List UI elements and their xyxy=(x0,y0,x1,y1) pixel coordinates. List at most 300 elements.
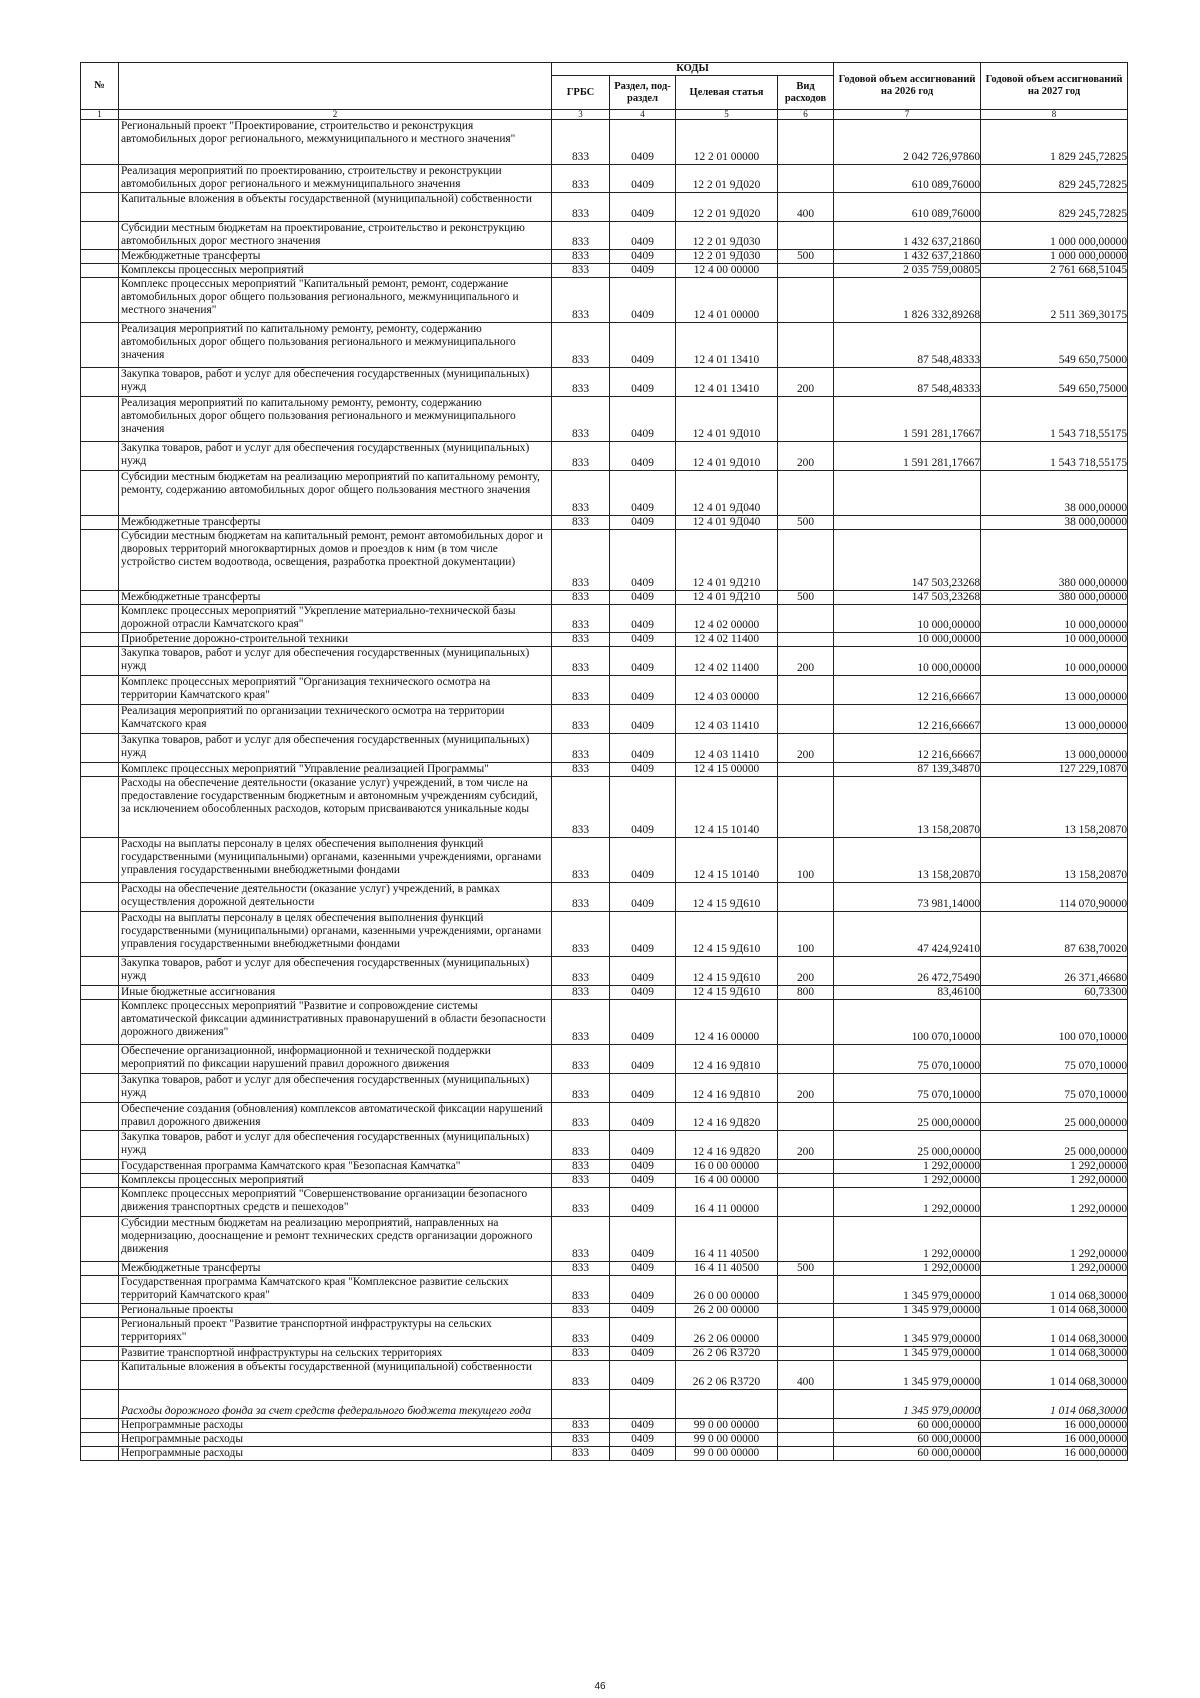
table-row xyxy=(81,1318,1128,1347)
cell-num xyxy=(81,1188,119,1217)
cell-csr: 12 4 15 9Д610 xyxy=(676,883,778,912)
cell-csr: 12 4 02 11400 xyxy=(676,647,778,676)
cell-vr xyxy=(778,120,834,165)
cell-grbs: 833 xyxy=(552,1276,610,1304)
cell-vr: 800 xyxy=(778,986,834,1000)
cell-csr: 12 4 15 10140 xyxy=(676,838,778,883)
cell-vr: 500 xyxy=(778,1262,834,1276)
cell-razdel: 0409 xyxy=(610,676,676,705)
cell-razdel: 0409 xyxy=(610,1045,676,1074)
column-index: 4 xyxy=(610,110,676,120)
cell-2026: 73 981,14000 xyxy=(834,883,981,912)
column-index: 7 xyxy=(834,110,981,120)
cell-csr: 12 4 01 9Д040 xyxy=(676,516,778,530)
table-row xyxy=(81,605,1128,633)
cell-razdel: 0409 xyxy=(610,734,676,763)
cell-2026: 610 089,76000 xyxy=(834,193,981,222)
cell-2027: 1 543 718,55175 xyxy=(981,397,1128,442)
cell-csr xyxy=(676,1390,778,1419)
cell-num xyxy=(81,278,119,323)
cell-csr: 12 4 15 9Д610 xyxy=(676,912,778,957)
cell-vr xyxy=(778,1160,834,1174)
cell-csr: 12 4 02 00000 xyxy=(676,605,778,633)
cell-2027: 127 229,10870 xyxy=(981,763,1128,777)
cell-num xyxy=(81,516,119,530)
cell-grbs: 833 xyxy=(552,1160,610,1174)
cell-name: Комплекс процессных мероприятий "Укрепление материально-технической базы дорожной отрасли Камчатского края" xyxy=(119,605,552,633)
cell-2027: 13 000,00000 xyxy=(981,734,1128,763)
cell-name: Субсидии местным бюджетам на проектирование, строительство и реконструкцию автомобильных дорог местного значения xyxy=(119,222,552,250)
cell-name: Реализация мероприятий по организации технического осмотра на территории Камчатского края xyxy=(119,705,552,734)
cell-2027: 16 000,00000 xyxy=(981,1433,1128,1447)
cell-grbs: 833 xyxy=(552,368,610,397)
table-row xyxy=(81,1045,1128,1074)
cell-razdel: 0409 xyxy=(610,1318,676,1347)
cell-2026: 1 345 979,00000 xyxy=(834,1318,981,1347)
cell-vr: 200 xyxy=(778,368,834,397)
table-row xyxy=(81,1174,1128,1188)
cell-vr: 200 xyxy=(778,1074,834,1103)
cell-2026: 10 000,00000 xyxy=(834,633,981,647)
cell-num xyxy=(81,442,119,471)
cell-razdel: 0409 xyxy=(610,530,676,591)
cell-num xyxy=(81,1160,119,1174)
cell-csr: 12 4 15 00000 xyxy=(676,763,778,777)
cell-num xyxy=(81,1217,119,1262)
cell-vr xyxy=(778,1045,834,1074)
table-row xyxy=(81,397,1128,442)
cell-razdel: 0409 xyxy=(610,605,676,633)
cell-razdel: 0409 xyxy=(610,1174,676,1188)
cell-name: Капитальные вложения в объекты государственной (муниципальной) собственности xyxy=(119,1361,552,1390)
cell-razdel: 0409 xyxy=(610,1160,676,1174)
cell-2027: 1 829 245,72825 xyxy=(981,120,1128,165)
cell-grbs: 833 xyxy=(552,676,610,705)
cell-2027: 1 292,00000 xyxy=(981,1174,1128,1188)
cell-name: Комплексы процессных мероприятий xyxy=(119,1174,552,1188)
cell-csr: 12 4 16 00000 xyxy=(676,1000,778,1045)
table-row xyxy=(81,1361,1128,1390)
table-row xyxy=(81,1074,1128,1103)
cell-grbs: 833 xyxy=(552,1188,610,1217)
cell-csr: 12 4 15 10140 xyxy=(676,777,778,838)
cell-vr xyxy=(778,530,834,591)
cell-2027: 25 000,00000 xyxy=(981,1131,1128,1160)
cell-csr: 12 4 01 9Д210 xyxy=(676,530,778,591)
cell-csr: 99 0 00 00000 xyxy=(676,1433,778,1447)
cell-2027: 1 000 000,00000 xyxy=(981,222,1128,250)
table-row xyxy=(81,264,1128,278)
cell-razdel: 0409 xyxy=(610,957,676,986)
cell-2026: 1 345 979,00000 xyxy=(834,1390,981,1419)
cell-2027: 829 245,72825 xyxy=(981,193,1128,222)
cell-csr: 16 4 11 40500 xyxy=(676,1262,778,1276)
cell-num xyxy=(81,368,119,397)
table-row xyxy=(81,1160,1128,1174)
cell-grbs: 833 xyxy=(552,120,610,165)
cell-num xyxy=(81,1419,119,1433)
table-row xyxy=(81,530,1128,591)
cell-name: Закупка товаров, работ и услуг для обеспечения государственных (муниципальных) нужд xyxy=(119,734,552,763)
cell-razdel: 0409 xyxy=(610,222,676,250)
cell-num xyxy=(81,193,119,222)
cell-2027: 1 292,00000 xyxy=(981,1262,1128,1276)
column-index-row xyxy=(81,110,1128,120)
cell-vr xyxy=(778,397,834,442)
cell-name: Закупка товаров, работ и услуг для обеспечения государственных (муниципальных) нужд xyxy=(119,647,552,676)
table-row xyxy=(81,1419,1128,1433)
cell-name: Капитальные вложения в объекты государственной (муниципальной) собственности xyxy=(119,193,552,222)
table-row xyxy=(81,1000,1128,1045)
cell-vr xyxy=(778,1276,834,1304)
cell-num xyxy=(81,1131,119,1160)
cell-name: Закупка товаров, работ и услуг для обеспечения государственных (муниципальных) нужд xyxy=(119,957,552,986)
cell-csr: 12 4 01 13410 xyxy=(676,368,778,397)
cell-num xyxy=(81,222,119,250)
cell-2026: 83,46100 xyxy=(834,986,981,1000)
cell-2026: 10 000,00000 xyxy=(834,605,981,633)
cell-name: Комплексы процессных мероприятий xyxy=(119,264,552,278)
cell-razdel: 0409 xyxy=(610,1361,676,1390)
table-row xyxy=(81,763,1128,777)
table-row xyxy=(81,633,1128,647)
table-row xyxy=(81,647,1128,676)
cell-2027: 1 014 068,30000 xyxy=(981,1318,1128,1347)
table-row xyxy=(81,777,1128,838)
cell-grbs xyxy=(552,1390,610,1419)
cell-num xyxy=(81,1103,119,1131)
cell-grbs: 833 xyxy=(552,605,610,633)
cell-grbs: 833 xyxy=(552,530,610,591)
table-row xyxy=(81,1390,1128,1419)
cell-vr xyxy=(778,1318,834,1347)
cell-2026: 12 216,66667 xyxy=(834,705,981,734)
cell-2026: 1 345 979,00000 xyxy=(834,1347,981,1361)
column-index: 2 xyxy=(119,110,552,120)
cell-grbs: 833 xyxy=(552,1262,610,1276)
cell-csr: 12 4 03 00000 xyxy=(676,676,778,705)
cell-razdel: 0409 xyxy=(610,1276,676,1304)
cell-name: Комплекс процессных мероприятий "Капитальный ремонт, ремонт, содержание автомобильных дорог общего пользования регионального, межмуниципального и местного значения" xyxy=(119,278,552,323)
cell-name: Обеспечение создания (обновления) комплексов автоматической фиксации нарушений правил дорожного движения xyxy=(119,1103,552,1131)
cell-vr: 400 xyxy=(778,1361,834,1390)
cell-2026: 147 503,23268 xyxy=(834,591,981,605)
cell-grbs: 833 xyxy=(552,957,610,986)
cell-csr: 12 4 01 13410 xyxy=(676,323,778,368)
cell-csr: 16 0 00 00000 xyxy=(676,1160,778,1174)
cell-grbs: 833 xyxy=(552,165,610,193)
cell-razdel: 0409 xyxy=(610,397,676,442)
cell-name: Субсидии местным бюджетам на реализацию мероприятий, направленных на модернизацию, дооснащение и ремонт технических средств организации дорожного движения xyxy=(119,1217,552,1262)
cell-razdel: 0409 xyxy=(610,278,676,323)
cell-vr: 500 xyxy=(778,250,834,264)
cell-csr: 12 2 01 9Д020 xyxy=(676,165,778,193)
cell-num xyxy=(81,1433,119,1447)
cell-num xyxy=(81,734,119,763)
cell-grbs: 833 xyxy=(552,250,610,264)
cell-name: Реализация мероприятий по капитальному ремонту, ремонту, содержанию автомобильных дорог общего пользования регионального и межмуниципального значения xyxy=(119,397,552,442)
cell-name: Межбюджетные трансферты xyxy=(119,250,552,264)
table-row xyxy=(81,883,1128,912)
header-codes: КОДЫ xyxy=(552,63,834,76)
cell-razdel: 0409 xyxy=(610,323,676,368)
cell-num xyxy=(81,763,119,777)
cell-2027: 13 158,20870 xyxy=(981,777,1128,838)
cell-2026 xyxy=(834,516,981,530)
cell-2026: 1 345 979,00000 xyxy=(834,1276,981,1304)
cell-2027: 1 014 068,30000 xyxy=(981,1347,1128,1361)
cell-num xyxy=(81,120,119,165)
cell-2027: 75 070,10000 xyxy=(981,1045,1128,1074)
table-row xyxy=(81,278,1128,323)
cell-razdel: 0409 xyxy=(610,777,676,838)
cell-vr: 100 xyxy=(778,912,834,957)
cell-2026: 1 591 281,17667 xyxy=(834,397,981,442)
table-row xyxy=(81,1188,1128,1217)
cell-num xyxy=(81,1318,119,1347)
cell-grbs: 833 xyxy=(552,986,610,1000)
cell-vr xyxy=(778,633,834,647)
cell-2026: 87 548,48333 xyxy=(834,323,981,368)
cell-grbs: 833 xyxy=(552,1318,610,1347)
table-row xyxy=(81,222,1128,250)
cell-2026: 10 000,00000 xyxy=(834,647,981,676)
cell-grbs: 833 xyxy=(552,647,610,676)
cell-num xyxy=(81,705,119,734)
cell-name: Расходы на выплаты персоналу в целях обеспечения выполнения функций государственными (муниципальными) органами, казенными учреждениями, органами управления государственными внебюджетными фондами xyxy=(119,912,552,957)
cell-razdel: 0409 xyxy=(610,633,676,647)
cell-num xyxy=(81,250,119,264)
cell-vr xyxy=(778,1188,834,1217)
table-row xyxy=(81,120,1128,165)
cell-num xyxy=(81,777,119,838)
cell-grbs: 833 xyxy=(552,1074,610,1103)
cell-razdel: 0409 xyxy=(610,838,676,883)
cell-2026: 610 089,76000 xyxy=(834,165,981,193)
cell-grbs: 833 xyxy=(552,838,610,883)
cell-razdel: 0409 xyxy=(610,516,676,530)
cell-razdel: 0409 xyxy=(610,763,676,777)
cell-2026: 12 216,66667 xyxy=(834,734,981,763)
cell-name: Государственная программа Камчатского края "Комплексное развитие сельских территорий Камчатского края" xyxy=(119,1276,552,1304)
table-row xyxy=(81,957,1128,986)
cell-2027: 2 761 668,51045 xyxy=(981,264,1128,278)
cell-razdel: 0409 xyxy=(610,986,676,1000)
cell-2026: 1 345 979,00000 xyxy=(834,1361,981,1390)
cell-2026: 1 292,00000 xyxy=(834,1217,981,1262)
cell-name: Развитие транспортной инфраструктуры на сельских территориях xyxy=(119,1347,552,1361)
cell-2026 xyxy=(834,471,981,516)
cell-2027: 25 000,00000 xyxy=(981,1103,1128,1131)
cell-name: Субсидии местным бюджетам на капитальный ремонт, ремонт автомобильных дорог и дворовых территорий многоквартирных домов и проездов к ним (в том числе устройство систем водоотвода, освещения, разработка проектной документации) xyxy=(119,530,552,591)
header-razdel: Раздел, под-раздел xyxy=(610,76,676,110)
cell-csr: 12 4 16 9Д820 xyxy=(676,1131,778,1160)
cell-razdel: 0409 xyxy=(610,1447,676,1461)
cell-num xyxy=(81,1000,119,1045)
cell-vr xyxy=(778,1447,834,1461)
page-number: 46 xyxy=(594,1681,606,1692)
table-row xyxy=(81,368,1128,397)
cell-grbs: 833 xyxy=(552,1304,610,1318)
cell-vr xyxy=(778,1103,834,1131)
cell-2027: 100 070,10000 xyxy=(981,1000,1128,1045)
cell-vr xyxy=(778,1217,834,1262)
cell-csr: 26 2 00 00000 xyxy=(676,1304,778,1318)
cell-2026: 60 000,00000 xyxy=(834,1419,981,1433)
cell-2027: 16 000,00000 xyxy=(981,1447,1128,1461)
cell-num xyxy=(81,165,119,193)
cell-vr xyxy=(778,883,834,912)
cell-csr: 12 4 01 9Д010 xyxy=(676,442,778,471)
cell-vr xyxy=(778,1419,834,1433)
column-index: 8 xyxy=(981,110,1128,120)
cell-2027: 16 000,00000 xyxy=(981,1419,1128,1433)
cell-2026: 87 548,48333 xyxy=(834,368,981,397)
cell-2026: 47 424,92410 xyxy=(834,912,981,957)
table-row xyxy=(81,734,1128,763)
cell-2027: 549 650,75000 xyxy=(981,368,1128,397)
cell-2026: 1 292,00000 xyxy=(834,1160,981,1174)
cell-name: Приобретение дорожно-строительной техники xyxy=(119,633,552,647)
cell-2027: 2 511 369,30175 xyxy=(981,278,1128,323)
column-index: 3 xyxy=(552,110,610,120)
cell-razdel: 0409 xyxy=(610,1433,676,1447)
cell-vr xyxy=(778,705,834,734)
cell-2026: 25 000,00000 xyxy=(834,1131,981,1160)
cell-2026: 75 070,10000 xyxy=(834,1045,981,1074)
table-row xyxy=(81,1103,1128,1131)
cell-razdel: 0409 xyxy=(610,120,676,165)
cell-num xyxy=(81,1174,119,1188)
cell-grbs: 833 xyxy=(552,278,610,323)
cell-2026: 2 042 726,97860 xyxy=(834,120,981,165)
cell-vr xyxy=(778,1433,834,1447)
cell-csr: 12 4 01 9Д040 xyxy=(676,471,778,516)
cell-grbs: 833 xyxy=(552,1361,610,1390)
cell-razdel: 0409 xyxy=(610,705,676,734)
cell-2027: 60,73300 xyxy=(981,986,1128,1000)
cell-grbs: 833 xyxy=(552,442,610,471)
cell-num xyxy=(81,676,119,705)
cell-grbs: 833 xyxy=(552,777,610,838)
table-row xyxy=(81,1347,1128,1361)
cell-num xyxy=(81,957,119,986)
cell-name: Комплекс процессных мероприятий "Организация технического осмотра на территории Камчатского края" xyxy=(119,676,552,705)
cell-razdel: 0409 xyxy=(610,264,676,278)
cell-csr: 99 0 00 00000 xyxy=(676,1419,778,1433)
cell-grbs: 833 xyxy=(552,1103,610,1131)
cell-2026: 1 826 332,89268 xyxy=(834,278,981,323)
column-index: 1 xyxy=(81,110,119,120)
cell-csr: 12 4 01 9Д210 xyxy=(676,591,778,605)
cell-2026: 1 345 979,00000 xyxy=(834,1304,981,1318)
cell-2027: 1 014 068,30000 xyxy=(981,1304,1128,1318)
cell-name: Закупка товаров, работ и услуг для обеспечения государственных (муниципальных) нужд xyxy=(119,1131,552,1160)
cell-vr xyxy=(778,1390,834,1419)
cell-num xyxy=(81,1074,119,1103)
cell-name: Комплекс процессных мероприятий "Совершенствование организации безопасного движения транспортных средств и пешеходов" xyxy=(119,1188,552,1217)
cell-grbs: 833 xyxy=(552,1174,610,1188)
cell-vr xyxy=(778,471,834,516)
cell-name: Непрограммные расходы xyxy=(119,1447,552,1461)
header-vr: Вид расходов xyxy=(778,76,834,110)
cell-grbs: 833 xyxy=(552,591,610,605)
cell-vr: 500 xyxy=(778,591,834,605)
table-row xyxy=(81,250,1128,264)
cell-grbs: 833 xyxy=(552,323,610,368)
cell-num xyxy=(81,647,119,676)
cell-vr: 200 xyxy=(778,1131,834,1160)
cell-razdel: 0409 xyxy=(610,442,676,471)
cell-grbs: 833 xyxy=(552,883,610,912)
cell-num xyxy=(81,1361,119,1390)
cell-razdel: 0409 xyxy=(610,368,676,397)
table-row xyxy=(81,323,1128,368)
cell-grbs: 833 xyxy=(552,1433,610,1447)
cell-csr: 26 0 00 00000 xyxy=(676,1276,778,1304)
cell-num xyxy=(81,397,119,442)
cell-csr: 12 4 15 9Д610 xyxy=(676,986,778,1000)
cell-name: Межбюджетные трансферты xyxy=(119,516,552,530)
cell-vr xyxy=(778,676,834,705)
cell-name: Региональный проект "Развитие транспортной инфраструктуры на сельских территориях" xyxy=(119,1318,552,1347)
cell-vr: 500 xyxy=(778,516,834,530)
cell-num xyxy=(81,471,119,516)
cell-name: Непрограммные расходы xyxy=(119,1419,552,1433)
table-row xyxy=(81,1304,1128,1318)
cell-razdel: 0409 xyxy=(610,1103,676,1131)
table-row xyxy=(81,676,1128,705)
cell-vr: 200 xyxy=(778,957,834,986)
cell-grbs: 833 xyxy=(552,763,610,777)
cell-2027: 26 371,46680 xyxy=(981,957,1128,986)
cell-2027: 1 292,00000 xyxy=(981,1217,1128,1262)
cell-grbs: 833 xyxy=(552,397,610,442)
cell-grbs: 833 xyxy=(552,633,610,647)
cell-razdel: 0409 xyxy=(610,165,676,193)
cell-2026: 1 432 637,21860 xyxy=(834,222,981,250)
cell-name: Расходы на обеспечение деятельности (оказание услуг) учреждений, в том числе на предоставление государственным бюджетным и автономным учреждениям субсидий, за исключением обособленных расходов, которым присваиваются уникальные коды xyxy=(119,777,552,838)
cell-vr xyxy=(778,1174,834,1188)
cell-num xyxy=(81,1447,119,1461)
cell-2027: 75 070,10000 xyxy=(981,1074,1128,1103)
cell-vr xyxy=(778,323,834,368)
header-num: № xyxy=(81,63,119,110)
table-row xyxy=(81,193,1128,222)
cell-grbs: 833 xyxy=(552,193,610,222)
cell-csr: 16 4 00 00000 xyxy=(676,1174,778,1188)
cell-num xyxy=(81,1262,119,1276)
cell-2027: 10 000,00000 xyxy=(981,605,1128,633)
cell-razdel: 0409 xyxy=(610,1304,676,1318)
cell-2026: 1 591 281,17667 xyxy=(834,442,981,471)
cell-csr: 12 2 01 9Д020 xyxy=(676,193,778,222)
cell-num xyxy=(81,883,119,912)
cell-num xyxy=(81,264,119,278)
cell-name: Региональные проекты xyxy=(119,1304,552,1318)
header-grbs: ГРБС xyxy=(552,76,610,110)
cell-razdel: 0409 xyxy=(610,1188,676,1217)
cell-grbs: 833 xyxy=(552,264,610,278)
cell-razdel: 0409 xyxy=(610,1000,676,1045)
cell-csr: 12 2 01 00000 xyxy=(676,120,778,165)
cell-grbs: 833 xyxy=(552,471,610,516)
cell-razdel: 0409 xyxy=(610,1217,676,1262)
cell-razdel: 0409 xyxy=(610,1074,676,1103)
cell-2027: 1 000 000,00000 xyxy=(981,250,1128,264)
cell-2027: 13 000,00000 xyxy=(981,705,1128,734)
cell-csr: 12 4 02 11400 xyxy=(676,633,778,647)
